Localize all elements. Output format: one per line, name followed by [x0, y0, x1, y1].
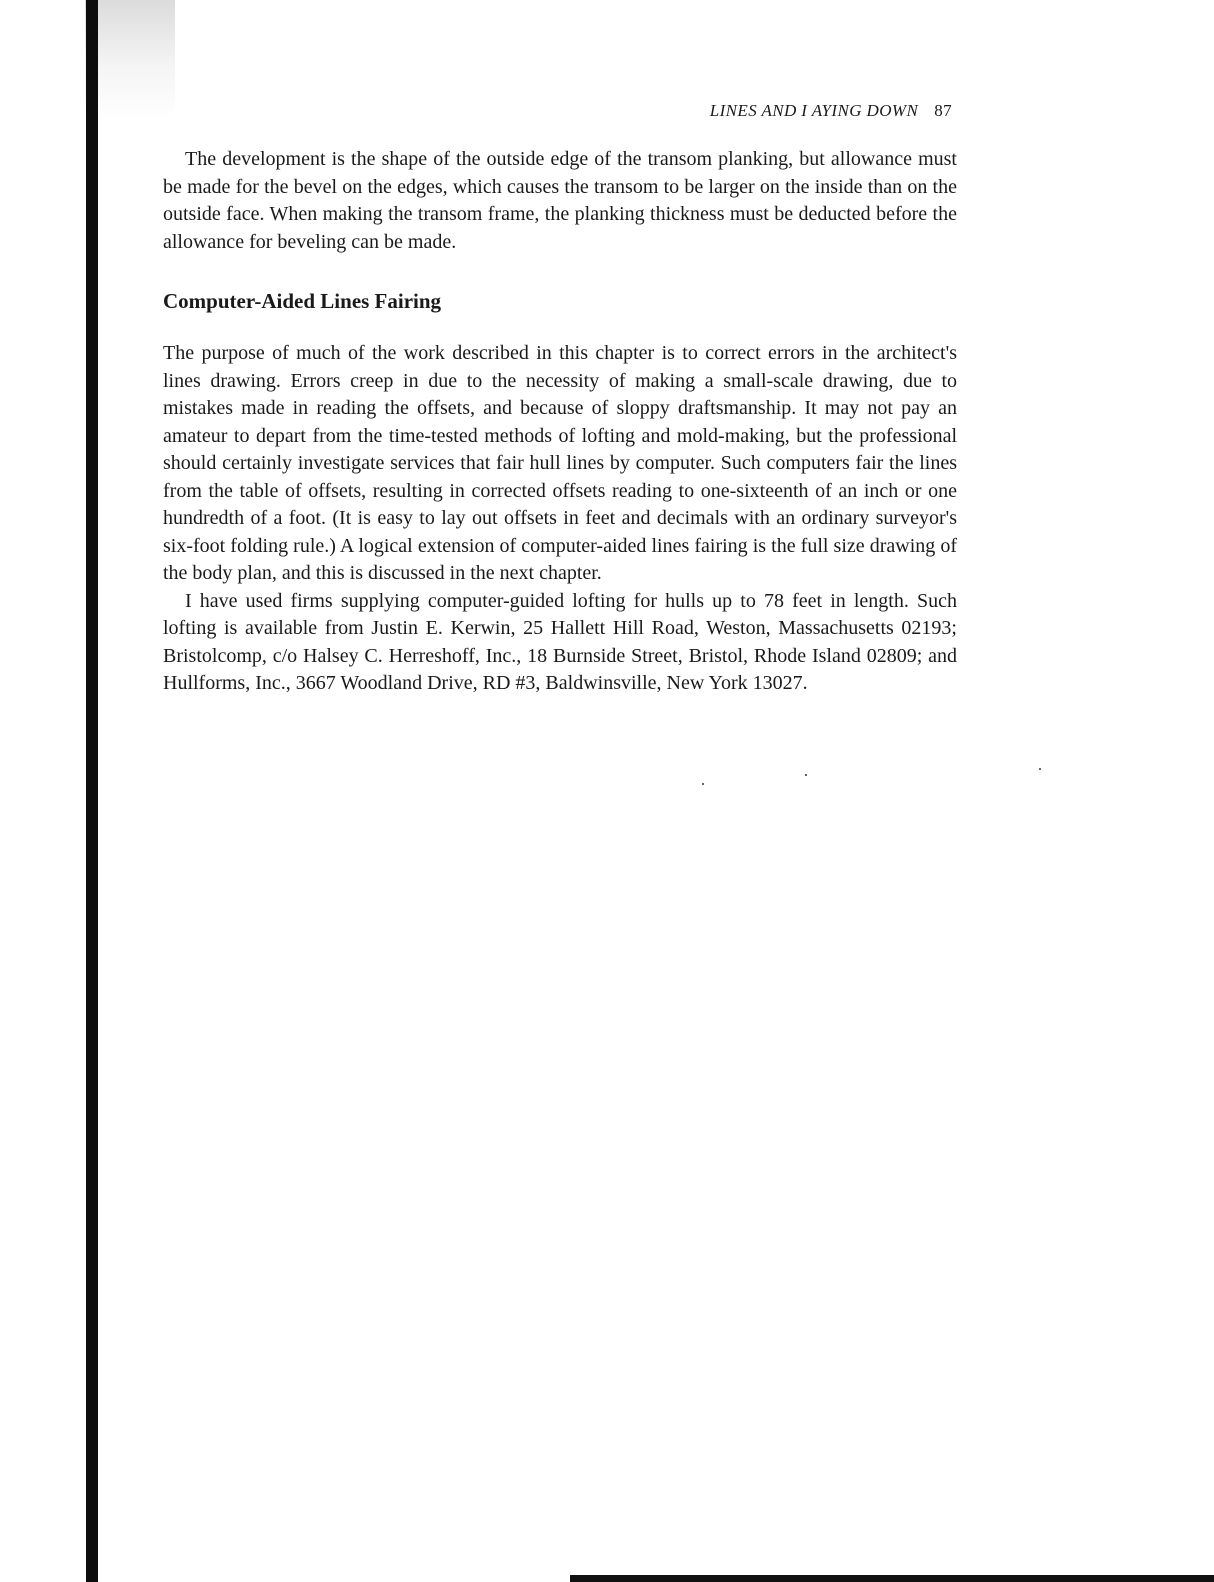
section-text-block	[163, 340, 957, 698]
scan-speck	[1039, 768, 1041, 770]
intro-text-block	[163, 146, 957, 256]
bottom-edge-rule	[570, 1575, 1214, 1582]
running-head-title: LINES AND I AYING DOWN	[709, 101, 919, 120]
scan-speck	[805, 774, 807, 776]
paragraph: The development is the shape of the outside edge of the transom planking, but allowance must be made for the bevel on the edges, which causes the transom to be larger on the inside than on the outside face. When making the transom frame, the planking thickness must be deducted before the allowance for beveling can be made.	[163, 148, 957, 253]
page-number: 87	[934, 101, 952, 120]
page-binding-edge	[0, 0, 98, 1582]
paragraph: I have used firms supplying computer-guided lofting for hulls up to 78 feet in length. Such lofting is available from Justin E. Kerwin, 25 Hallett Hill Road, Weston, Massachusetts 02193; Bristolcomp, c/o Halsey C. Herreshoff, Inc., 18 Burnside Street, Bristol, Rhode Island 02809; and Hullforms, Inc., 3667 Woodland Drive, RD #3, Baldwinsville, New York 13027.	[163, 589, 957, 694]
scan-shadow	[85, 0, 175, 120]
scan-speck	[702, 783, 704, 785]
running-head	[710, 101, 952, 121]
binding-margin-bar	[86, 0, 98, 1582]
section-heading: Computer-Aided Lines Fairing	[163, 289, 442, 313]
paragraph: The purpose of much of the work described in this chapter is to correct errors in the architect's lines drawing. Errors creep in due to the necessity of making a small-scale drawing, due to mistakes made in reading the offsets, and because of sloppy draftsmanship. It may not pay an amateur to depart from the time-tested methods of lofting and mold-making, but the professional should certainly investigate services that fair hull lines by computer. Such computers fair the lines from the table of offsets, resulting in corrected offsets reading to one-sixteenth of an inch or one hundredth of a foot. (It is easy to lay out offsets in feet and decimals with an ordinary surveyor's six-foot folding rule.) A logical extension of computer-aided lines fairing is the full size drawing of the body plan, and this is discussed in the next chapter.	[163, 342, 957, 584]
